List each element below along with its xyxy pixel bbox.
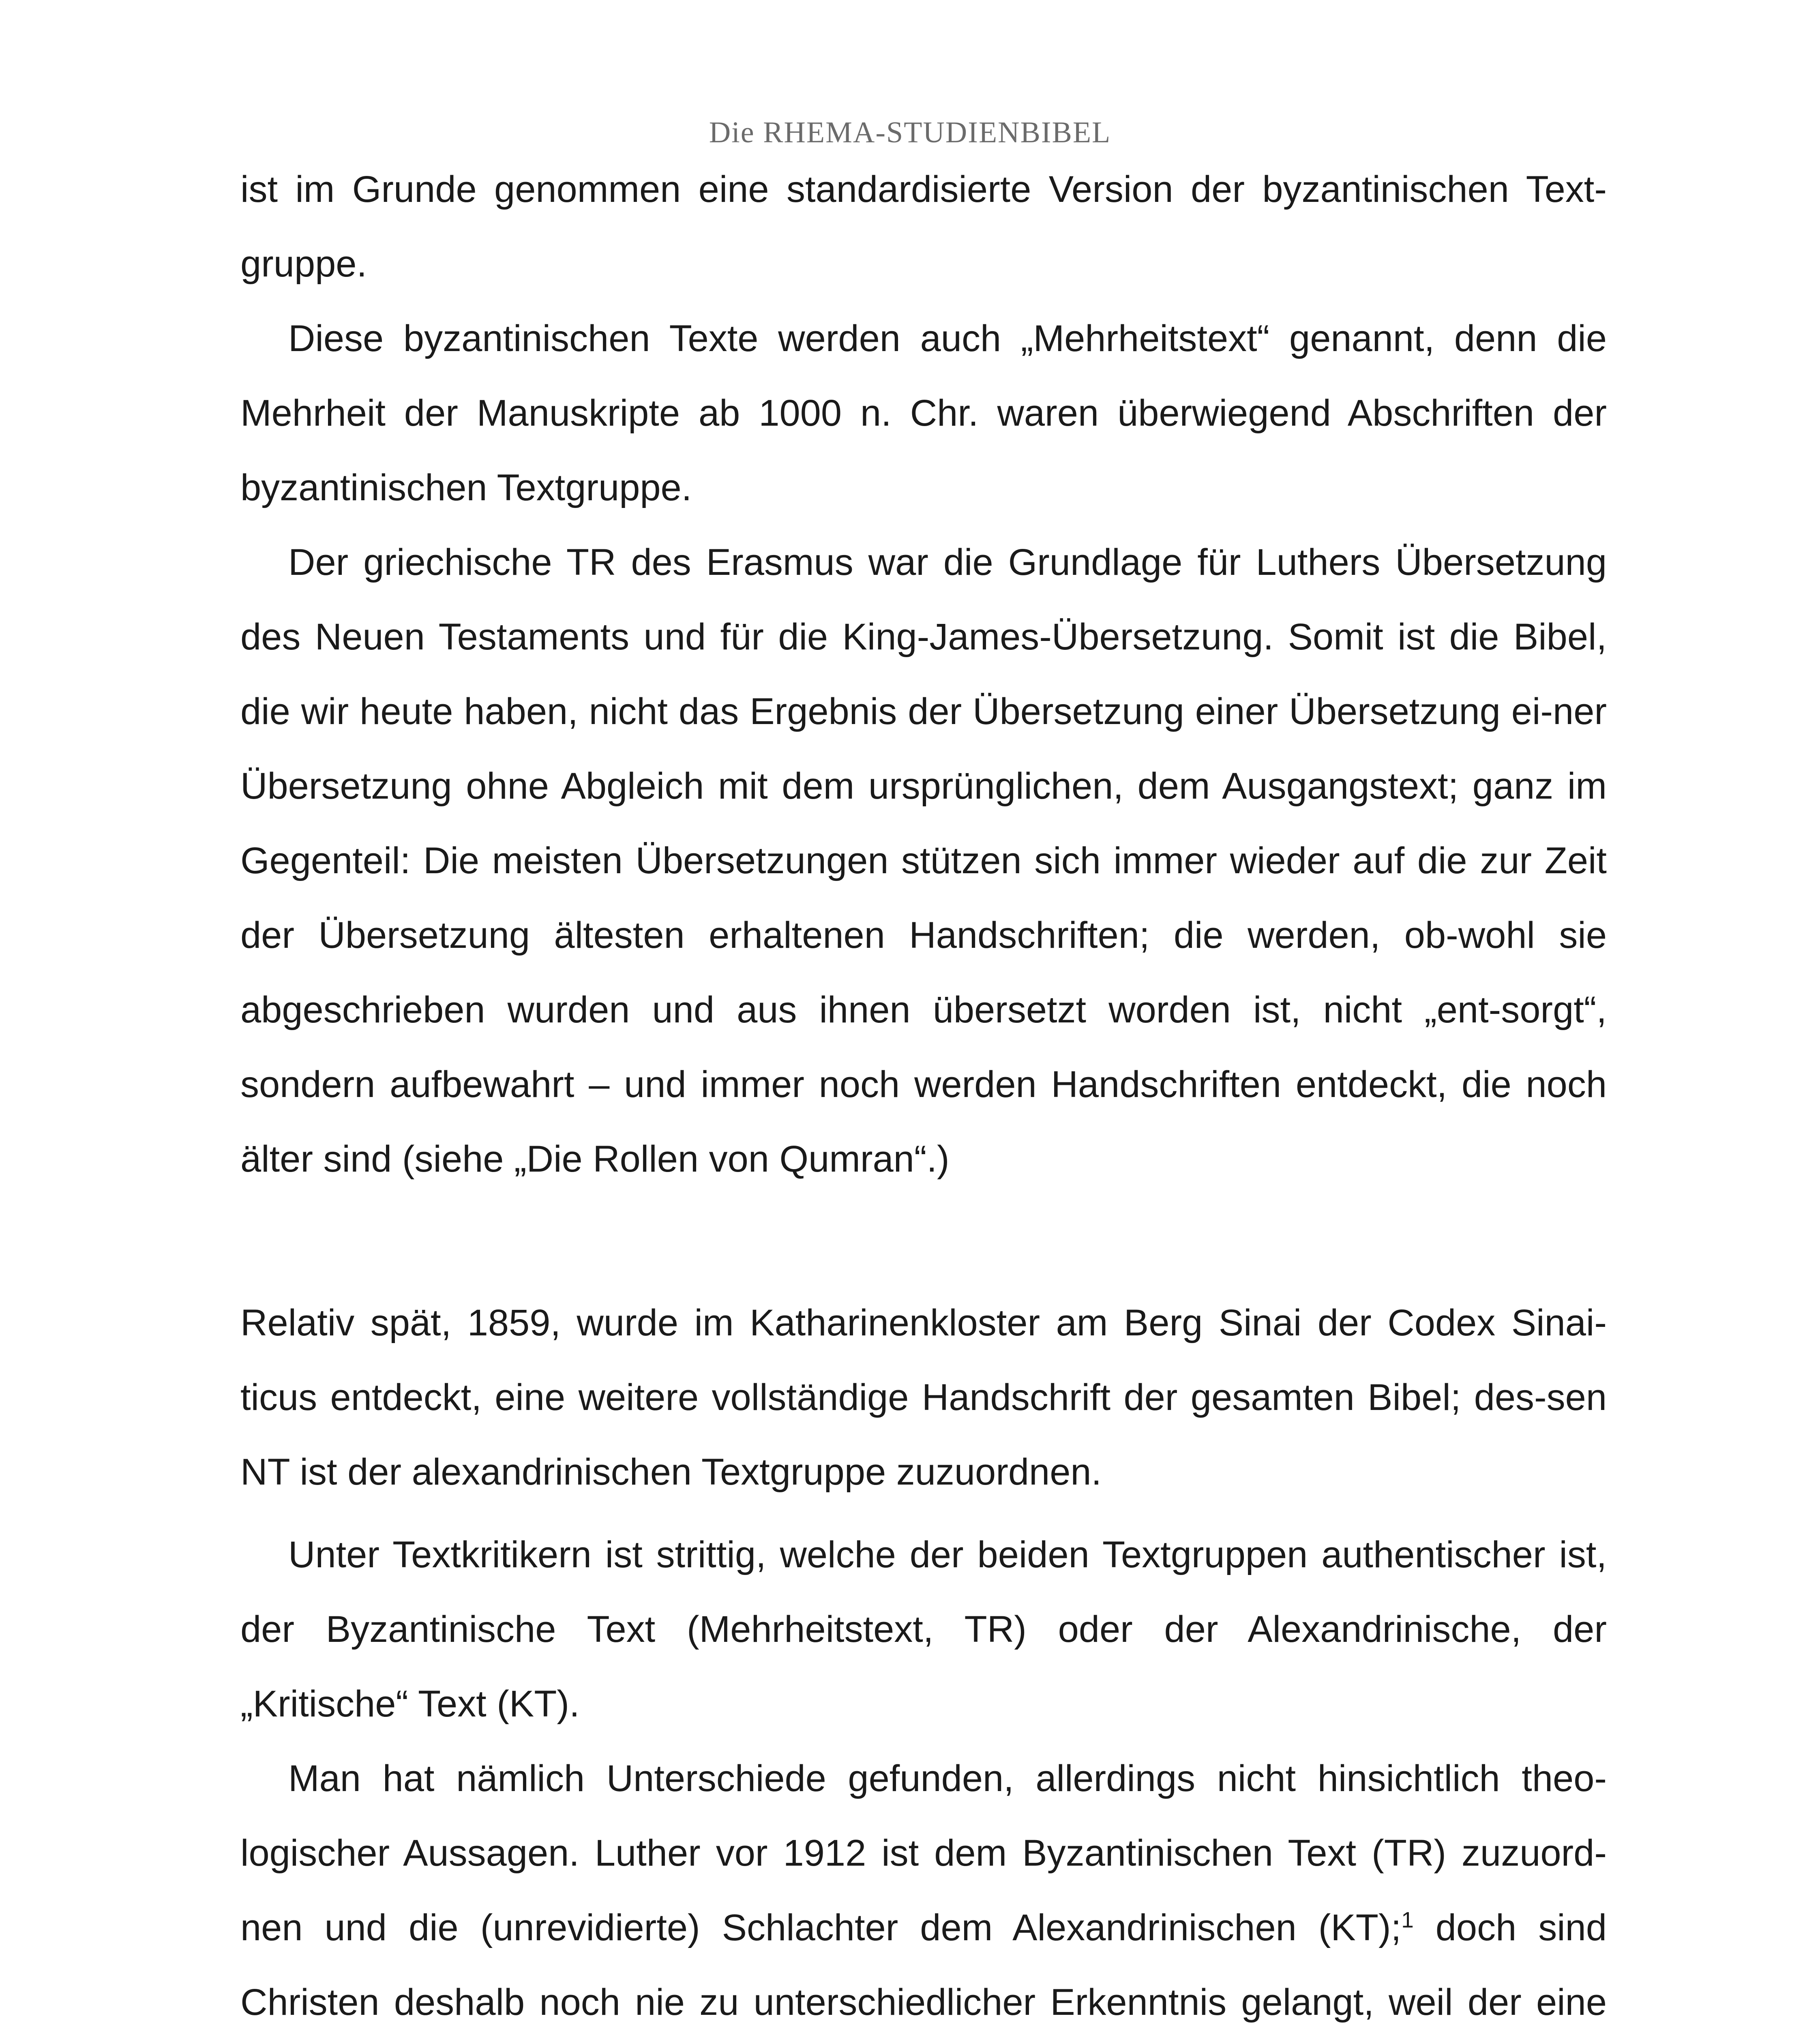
- body-text: [240, 152, 1607, 2027]
- paragraph-6-text-end: doch sind Christen deshalb noch nie zu unterschiedlicher Erkenntnis gelangt, weil der eine: [240, 1907, 1607, 2023]
- paragraph-4: Relativ spät, 1859, wurde im Katharinenkloster am Berg Sinai der Codex Sinai-ticus entdeckt, eine weitere vollständige Handschrift der gesamten Bibel; des-sen NT ist der alexandrinischen Textgruppe zuzuordnen.: [240, 1302, 1607, 1493]
- paragraph-5: Unter Textkritikern ist strittig, welche der beiden Textgruppen authentischer ist, der Byzantinische Text (Mehrheitstext, TR) oder der Alexandrinische, der „Kritische“ Text (KT).: [240, 1534, 1607, 1725]
- paragraph-1: ist im Grunde genommen eine standardisierte Version der byzantinischen Text-gruppe.: [240, 169, 1607, 285]
- paragraph-spacer: [240, 1509, 1607, 1517]
- paragraph-6: [240, 1741, 1607, 2027]
- footnote-reference[interactable]: 1: [1401, 1907, 1414, 1933]
- paragraph-3: Der griechische TR des Erasmus war die Grundlage für Luthers Übersetzung des Neuen Testaments und für die King-James-Übersetzung. Somit ist die Bibel, die wir heute haben, nicht das Ergebnis der Übersetzung einer Übersetzung ei-ner Übersetzung ohne Abgleich mit dem ursprünglichen, dem Ausgangstext; ganz im Gegenteil: Die meisten Übersetzungen stützen sich immer wieder auf die zur Zeit der Übersetzung ältesten erhaltenen Handschriften; die werden, ob-wohl sie abgeschrieben wurden und aus ihnen übersetzt worden ist, nicht „ent-sorgt“, sondern aufbewahrt – und immer noch werden Handschriften entdeckt, die noch älter sind (siehe „Die Rollen von Qumran“.): [240, 542, 1607, 1180]
- running-header: Die RHEMA-STUDIENBIBEL: [709, 116, 1111, 149]
- paragraph-2: Diese byzantinischen Texte werden auch „Mehrheitstext“ genannt, denn die Mehrheit der Manuskripte ab 1000 n. Chr. waren überwiegend Abschriften der byzantinischen Textgruppe.: [240, 318, 1607, 508]
- paragraph-6-text-start: Man hat nämlich Unterschiede gefunden, allerdings nicht hinsichtlich theo-logischer Aussagen. Luther vor 1912 ist dem Byzantinischen Text (TR) zuzuord-nen und die (unrevidierte) Schlachter dem Alexandrinischen (KT);: [240, 1758, 1607, 1948]
- section-spacer: [240, 1196, 1607, 1286]
